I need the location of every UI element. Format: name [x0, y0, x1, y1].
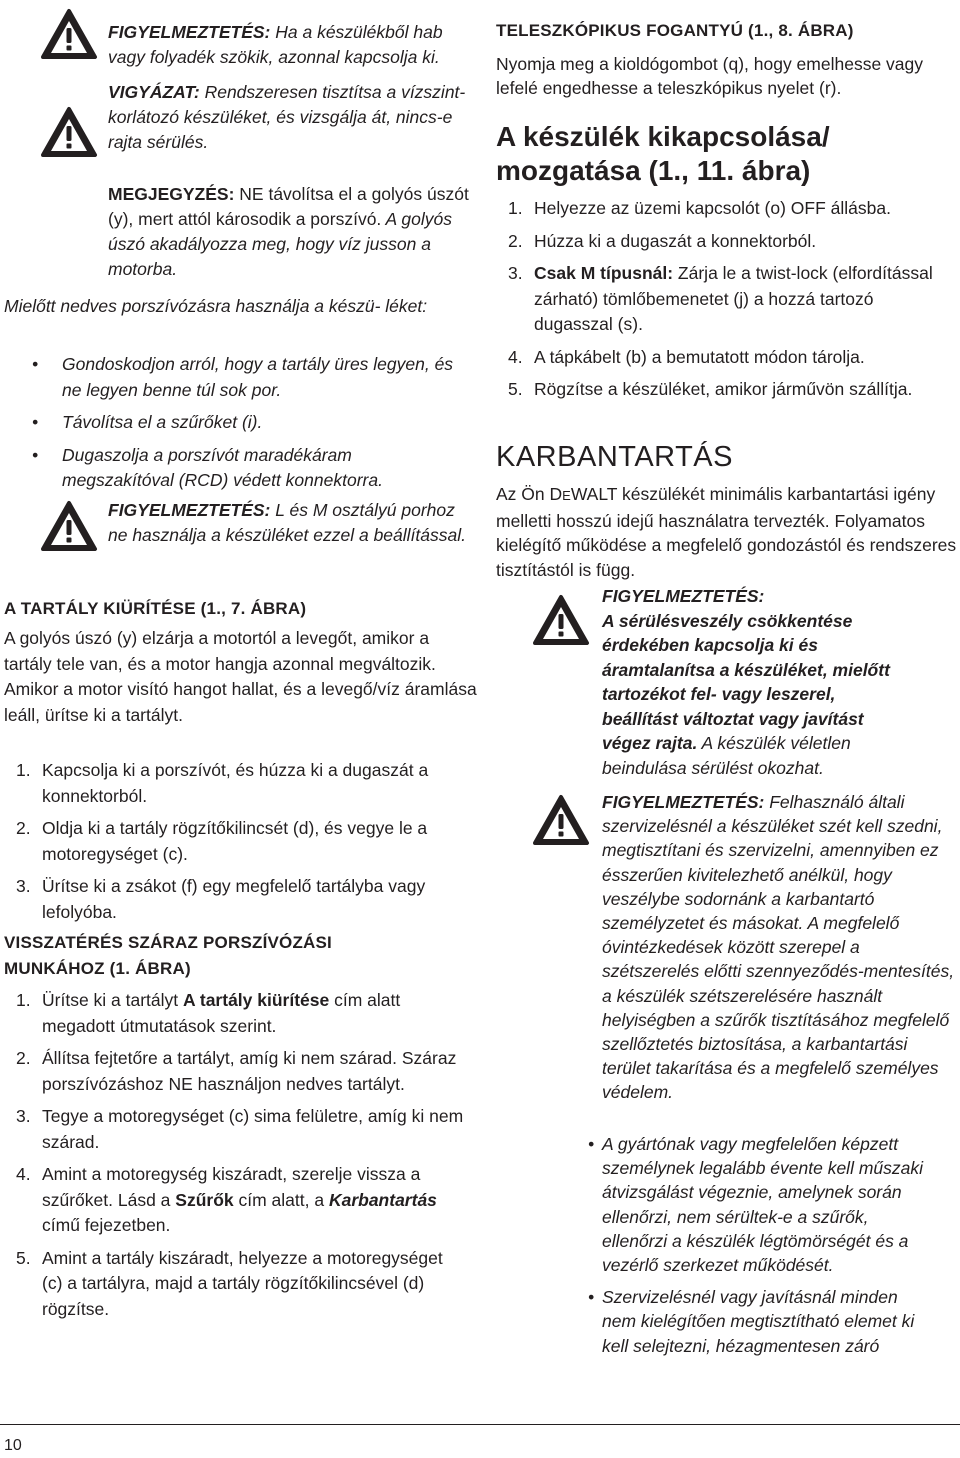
list-item: 1. Kapcsolja ki a porszívót, és húzza ki a dugaszát a konnektorból. [16, 760, 429, 806]
warning-block-class-lm [4, 498, 478, 548]
warning-text: Ha a készülékből hab vagy folyadék szökik, azonnal kapcsolja ki. [108, 22, 443, 67]
warning-triangle-icon [40, 500, 98, 552]
warning-block-unplug [496, 584, 958, 780]
warning-triangle-icon [532, 794, 590, 846]
warning-block-foam [4, 0, 478, 70]
list-item-text: Szervizelésnél vagy javításnál minden nem kielégítően megtisztítható elemet ki kell selejtezni, hézagmentesen záró [602, 1287, 915, 1356]
warning-text: Felhasználó általi szervizelésnél a készüléket szét kell szedni, megtisztítani és szervizelni, amennyiben ez ésszerűen kivitelezhető anélkül, hogy veszélybe sodornánk a karbantartó személyzetet és másokat. A megfelelő óvintézkedések között szerepel a szétszerelés előtti szennyeződés-mentesítés, a készülék szétszerelésére használt helyiségben a szűrők tisztításához megfelelő szellőztetés biztosítása, a karbantartási terület takarítása és a megfelelő személyes védelem. [602, 792, 955, 1103]
warning-label: FIGYELMEZTETÉS: [602, 792, 765, 812]
warning-text: L és M osztályú porhoz ne használja a készüléket ezzel a beállítással. [108, 500, 466, 545]
list-item: 1. Helyezze az üzemi kapcsolót (o) OFF állásba. [508, 198, 891, 218]
list-item-text: Ürítse ki a zsákot (f) egy megfelelő tartályba vagy lefolyóba. [42, 876, 426, 922]
section-heading-switch-off: A készülék kikapcsolása/ mozgatása (1., 11. ábra) [496, 121, 830, 186]
caution-text: Rendszeresen tisztítsa a vízszint-korlátozó készüléket, és vizsgálja át, nincs-e rajta sérülés. [108, 82, 466, 152]
section-heading-dry-return: VISSZATÉRÉS SZÁRAZ PORSZÍVÓZÁSI MUNKÁHOZ (1. ÁBRA) [4, 933, 332, 978]
empty-tank-paragraph: A golyós úszó (y) elzárja a motortól a levegőt, amikor a tartály tele van, és a motor hangja azonnal megváltozik. Amikor a motor visító hangot hallat, és a levegő/víz áramlása leáll, ürítse ki a tartályt. [4, 628, 477, 725]
list-item: • Szervizelésnél vagy javításnál minden nem kielégítően megtisztítható elemet ki kell selejtezni, hézagmentesen záró [588, 1287, 915, 1356]
list-item: 2. Oldja ki a tartály rögzítőkilincsét (d), és vegye le a motoregységet (c). [16, 818, 428, 864]
list-item: • A gyártónak vagy megfelelően képzett személynek legalább évente kell műszaki átvizsgálást végeznie, amelynek során ellenőrzi, nem sérültek-e a szűrők, ellenőrzi a készülék légtömörségét és a vezérlő szerkezet működését. [588, 1134, 923, 1276]
list-item-text: Dugaszolja a porszívót maradékáram megszakítóval (RCD) védett konnektorra. [62, 444, 383, 490]
list-item-text: Tegye a motoregységet (c) sima felületre, amíg ki nem szárad. [42, 1106, 464, 1152]
note-text: NE távolítsa el a golyós úszót (y), mert attól károsodik a porszívó. [108, 184, 469, 229]
list-item: 3. Csak M típusnál: Zárja le a twist-lock (elfordítással zárható) tömlőbemenetet (j) a hozzá tartozó dugasszal (s). [508, 263, 933, 334]
list-item: 3. Ürítse ki a zsákot (f) egy megfelelő tartályba vagy lefolyóba. [16, 876, 426, 922]
list-item-text: Állítsa fejtetőre a tartályt, amíg ki nem szárad. Száraz porszívózáshoz NE használjon nedves tartályt. [42, 1048, 457, 1094]
warning-label: FIGYELMEZTETÉS: [108, 22, 271, 42]
list-item-text: Kapcsolja ki a porszívót, és húzza ki a dugaszát a konnektorból. [42, 760, 429, 806]
caution-block-cleaning [4, 80, 478, 155]
note-block-float [4, 182, 478, 282]
list-item: 2. Állítsa fejtetőre a tartályt, amíg ki nem szárad. Száraz porszívózáshoz NE használjon nedves tartályt. [16, 1048, 457, 1094]
list-item-text: Távolítsa el a szűrőket (i). [62, 412, 263, 432]
list-item-text: A gyártónak vagy megfelelően képzett személynek legalább évente kell műszaki átvizsgálást végeznie, amelynek során ellenőrzi, nem sérültek-e a szűrők, ellenőrzi a készülék légtömörségét és a vezérlő szerkezet működését. [602, 1134, 923, 1276]
note-text-italic: A golyós úszó akadályozza meg, hogy víz jusson a motorba. [108, 209, 452, 279]
warning-block-servicing [496, 790, 958, 1105]
warning-triangle-icon [40, 106, 98, 158]
list-item-text: Rögzítse a készüléket, amikor járművön szállítja. [534, 379, 913, 399]
dewalt-brand: DEWALT [549, 484, 618, 504]
wet-use-bullet-list [4, 352, 478, 501]
section-heading-telescopic: TELESZKÓPIKUS FOGANTYÚ (1., 8. ÁBRA) [496, 21, 854, 40]
page-number: 10 [4, 1437, 22, 1454]
warning-label: FIGYELMEZTETÉS: [108, 500, 271, 520]
list-item-text: A tápkábelt (b) a bemutatott módon tárolja. [534, 346, 865, 367]
list-item: 5. Rögzítse a készüléket, amikor járművön szállítja. [508, 379, 913, 399]
section-heading-empty-tank: A TARTÁLY KIÜRÍTÉSE (1., 7. ÁBRA) [4, 599, 307, 618]
warning-triangle-icon [532, 594, 590, 646]
list-item-text: Helyezze az üzemi kapcsolót (o) OFF állásba. [534, 198, 891, 218]
warning-label: FIGYELMEZTETÉS: [602, 586, 765, 606]
list-item-text: Gondoskodjon arról, hogy a tartály üres legyen, és ne legyen benne túl sok por. [62, 354, 454, 400]
list-item: 1. Ürítse ki a tartályt A tartály kiürítése cím alatt megadott útmutatások szerint. [16, 990, 401, 1036]
list-item: 5. Amint a tartály kiszáradt, helyezze a motoregységet (c) a tartályra, majd a tartály rögzítőkilincsével (d) rögzítse. [16, 1247, 443, 1319]
list-item: 2. Húzza ki a dugaszát a konnektorból. [508, 230, 817, 251]
warning-triangle-icon [40, 8, 98, 60]
footer-rule [0, 1424, 960, 1425]
list-item: 4. A tápkábelt (b) a bemutatott módon tárolja. [508, 346, 865, 367]
list-item: 4. Amint a motoregység kiszáradt, szerelje vissza a szűrőket. Lásd a Szűrők cím alatt, a Karbantartás című fejezetben. [16, 1164, 437, 1235]
list-item-text: Húzza ki a dugaszát a konnektorból. [534, 230, 817, 251]
telescopic-paragraph: Nyomja meg a kioldógombot (q), hogy emelhesse vagy lefelé engedhesse a teleszkópikus nyelet (r). [496, 54, 924, 98]
note-label: MEGJEGYZÉS: [108, 184, 235, 204]
list-item: • Távolítsa el a szűrőket (i). [32, 412, 263, 432]
warning-bold-text: A sérülésveszély csökkentése érdekében kapcsolja ki és áramtalanítsa a készüléket, mielőtt tartozékot fel- vagy leszerel, beállítást változtat vagy javítást végez rajta. [602, 610, 890, 753]
list-item-text: Amint a tartály kiszáradt, helyezze a motoregységet (c) a tartályra, majd a tartály rögzítőkilincsével (d) rögzítse. [42, 1247, 443, 1319]
warning-text: A készülék véletlen beindulása sérülést okozhat. [602, 733, 851, 778]
wet-use-intro: Mielőtt nedves porszívózásra használja a készü- léket: [4, 296, 428, 316]
caution-label: VIGYÁZAT: [108, 82, 200, 102]
list-item: • Dugaszolja a porszívót maradékáram megszakítóval (RCD) védett konnektorra. [32, 444, 383, 490]
maintenance-bullet-list [588, 1132, 952, 1366]
empty-tank-steps [4, 758, 466, 932]
dry-return-steps [4, 988, 466, 1329]
switch-off-steps [496, 196, 958, 410]
maintenance-paragraph: Az Ön DEWALT készülékét minimális karbantartási igény melletti hosszú idejű használatra tervezték. Folyamatos kielégítő működése a megfelelő gondozástól és rendszeres tisztítástól is függ. [496, 484, 957, 580]
list-item: • Gondoskodjon arról, hogy a tartály üres legyen, és ne legyen benne túl sok por. [32, 354, 454, 400]
section-heading-maintenance: KARBANTARTÁS [496, 441, 733, 473]
list-item-text: Oldja ki a tartály rögzítőkilincsét (d), és vegye le a motoregységet (c). [42, 818, 428, 864]
list-item: 3. Tegye a motoregységet (c) sima felületre, amíg ki nem szárad. [16, 1106, 464, 1152]
